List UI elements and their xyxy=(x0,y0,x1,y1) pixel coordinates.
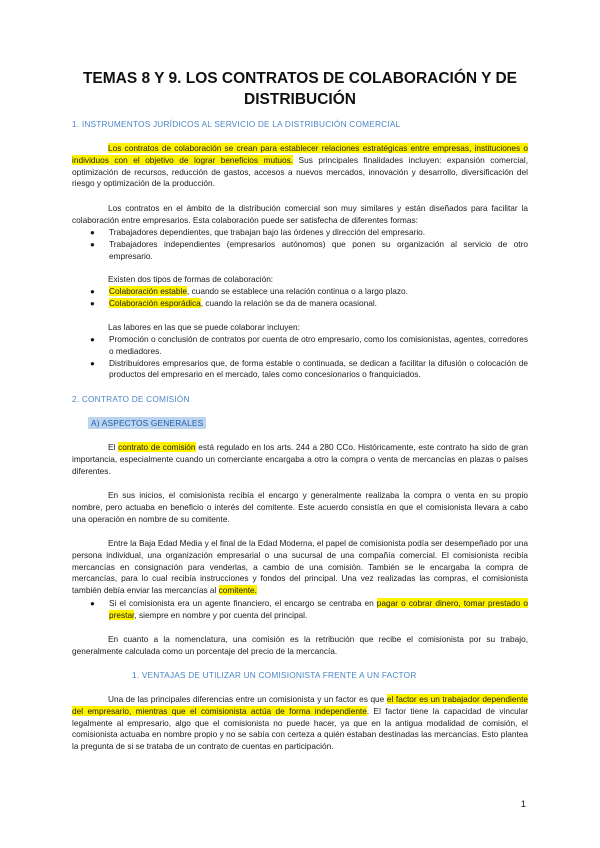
list-tasks xyxy=(72,334,528,381)
list-collaboration-forms xyxy=(72,227,528,262)
list-item xyxy=(72,286,528,298)
list-item-text: , cuando la relación se da de manera ocasional. xyxy=(200,297,377,308)
list-collaboration-types xyxy=(72,286,528,310)
paragraph-text: Entre la Baja Edad Media y el final de la Edad Moderna, el papel de comisionista podía ser desempeñado por una persona individual, una organización empresarial o una sucursal de una compañía comercial. El comisionista recibía mercancías en consignación para venderlas, a cambio de una comisión. También se le encargaba la compra de mercancías, para lo cual recibía instrucciones y fondos del principal. Una vez realizadas las compras, el comisionista también debía enviar las mercancías al xyxy=(72,538,528,596)
list-item xyxy=(72,334,528,358)
paragraph-5 xyxy=(72,442,528,477)
bullet-icon: ● xyxy=(90,358,95,368)
highlight: Colaboración estable xyxy=(109,286,187,296)
page-title: TEMAS 8 Y 9. LOS CONTRATOS DE COLABORACIÓN Y DE DISTRIBUCIÓN xyxy=(82,70,518,108)
paragraph-1 xyxy=(72,143,528,190)
list-item xyxy=(72,598,528,622)
bullet-icon: ● xyxy=(90,287,95,296)
list-item-text: Si el comisionista era un agente financiero, el encargo se centraba en xyxy=(109,598,377,608)
bullet-icon: ● xyxy=(90,228,95,237)
list-item xyxy=(72,227,528,239)
list-financial-agent xyxy=(72,598,528,622)
list-item xyxy=(72,358,528,382)
paragraph-text: Sus principales finalidades incluyen: expansión comercial, optimización de recursos, reducción de gastos, accesos a nuevos mercados, innovación y desarrollo, diversificación del riesgo y optimización de la producción. xyxy=(72,154,528,189)
section-heading-2: 2. CONTRATO DE COMISIÓN xyxy=(72,394,190,404)
paragraph-8: En cuanto a la nomenclatura, una comisión es la retribución que recibe el comisionista por su trabajo, generalmente calculada como un porcentaje del precio de la mercancía. xyxy=(72,634,528,656)
highlight: contrato de comisión xyxy=(118,442,196,452)
list-item-text: Promoción o conclusión de contratos por cuenta de otro empresario, como los comisionistas, agentes, corredores o mediadores. xyxy=(109,334,528,356)
subheading-a xyxy=(72,418,528,428)
paragraph-text: . El factor tiene la capacidad de vincular legalmente al empresario, algo que el comisionista no puede hacer, ya que en la antigua modalidad de comisión, el comisionista actuaba en nombre propio y no se sabía con certeza a quién estaban destinadas las mercancías. Esto plantea la pregunta de si se trataba de un contrato de cuentas en participación. xyxy=(72,705,528,752)
paragraph-7 xyxy=(72,538,528,597)
list-item-text: Distribuidores empresarios que, de forma estable o continuada, se dedican a facilitar la difusión o colocación de productos del empresario en el mercado, tales como concesionarios o franquiciados. xyxy=(109,357,528,380)
bullet-icon: ● xyxy=(90,239,95,249)
list-item-text: Trabajadores dependientes, que trabajan bajo las órdenes y dirección del empresario. xyxy=(109,227,426,237)
highlight: pagar o cobrar dinero, tomar prestado o prestar xyxy=(109,598,528,620)
paragraph-4: Las labores en las que se puede colaborar incluyen: xyxy=(108,322,300,332)
bullet-icon: ● xyxy=(90,599,95,608)
highlight: comitente. xyxy=(218,585,257,596)
bullet-icon: ● xyxy=(90,335,95,344)
section-heading-1: 1. INSTRUMENTOS JURÍDICOS AL SERVICIO DE LA DISTRIBUCIÓN COMERCIAL xyxy=(72,119,401,129)
highlight: Colaboración esporádica xyxy=(109,297,201,308)
paragraph-text: está regulado en los arts. 244 a 280 CCo. Históricamente, este contrato ha sido de gran importancia, especialmente cuando un comerciante encargaba a otro la compra o venta de mercancías en plazas o países diferentes. xyxy=(72,442,529,476)
list-item xyxy=(72,239,528,263)
bullet-icon: ● xyxy=(90,298,95,308)
paragraph-9 xyxy=(72,694,528,753)
list-item xyxy=(72,298,528,310)
paragraph-text: El xyxy=(108,442,119,452)
list-item-text: , cuando se establece una relación continua o a largo plazo. xyxy=(186,286,408,296)
highlight: el factor es un trabajador dependiente del empresario, mientras que el comisionista actúa de forma independiente xyxy=(72,694,528,716)
paragraph-3: Existen dos tipos de formas de colaboración: xyxy=(108,274,274,284)
paragraph-6: En sus inicios, el comisionista recibía el encargo y generalmente realizaba la compra o venta en su propio nombre, pero actuaba en beneficio o interés del comitente. Este acuerdo consistía en que el comisionista llevara a cabo una operación en nombre de su comitente. xyxy=(72,490,528,524)
list-item-text: Trabajadores independientes (empresarios autónomos) que ponen su organización al servicio de otro empresario. xyxy=(109,238,528,261)
list-item-text: , siempre en nombre y por cuenta del principal. xyxy=(134,609,308,620)
highlight: Los contratos de colaboración se crean para establecer relaciones estratégicas entre empresas, instituciones o individuos con el objetivo de lograr beneficios mutuos. xyxy=(72,143,528,165)
paragraph-text: Una de las principales diferencias entre un comisionista y un factor es que xyxy=(108,694,387,704)
subheading-1: 1. VENTAJAS DE UTILIZAR UN COMISIONISTA FRENTE A UN FACTOR xyxy=(132,670,417,680)
page-number: 1 xyxy=(520,799,526,810)
subheading-text: A) ASPECTOS GENERALES xyxy=(88,417,206,429)
paragraph-2: Los contratos en el ámbito de la distribución comercial son muy similares y están diseñados para facilitar la colaboración entre empresarios. Esta colaboración puede ser satisfecha de diferentes formas: xyxy=(72,203,528,225)
